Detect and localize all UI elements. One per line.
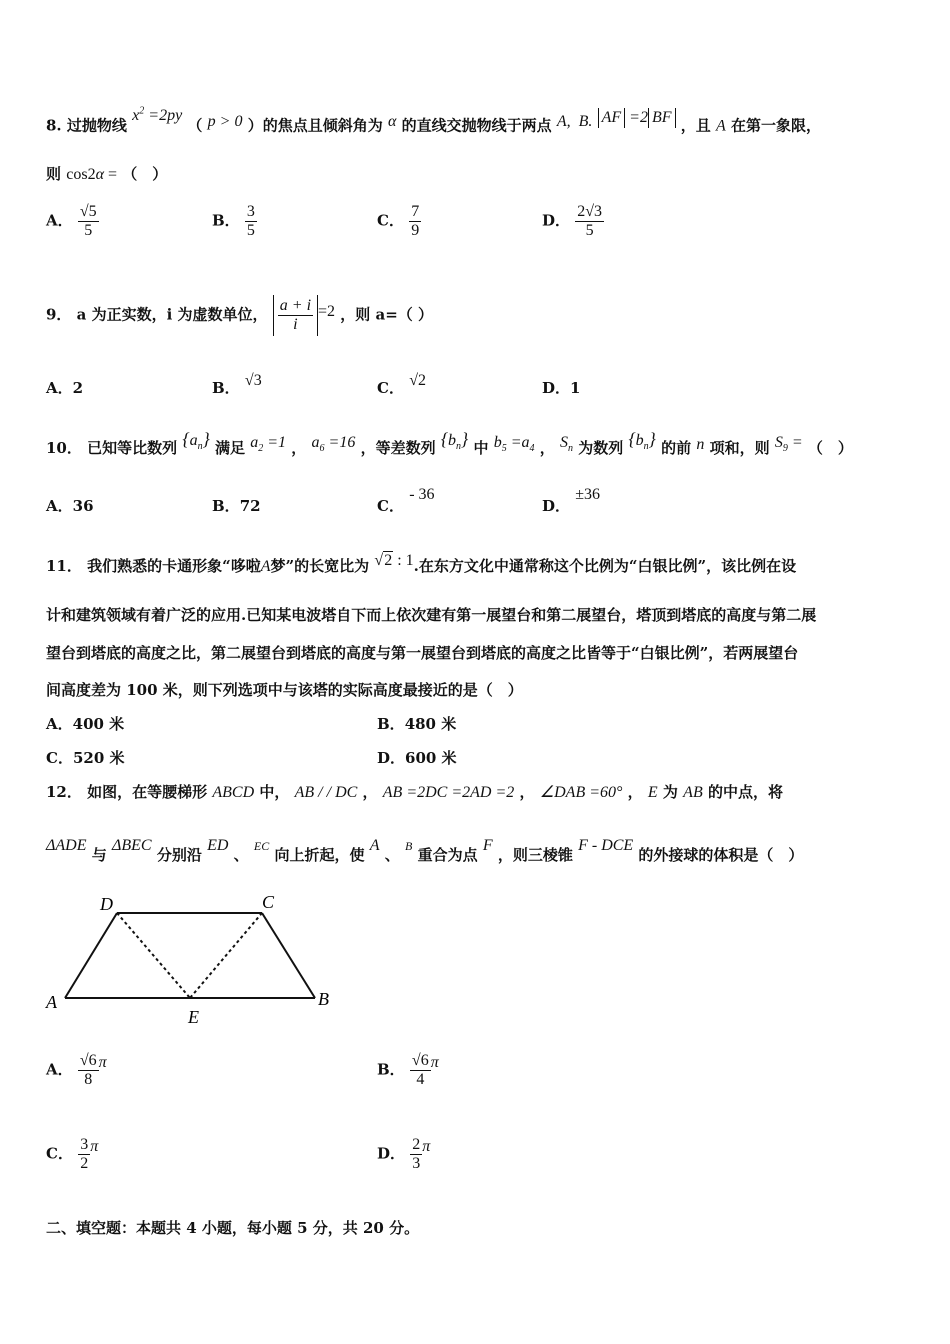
q11-number: 11． xyxy=(46,557,82,575)
q10-option-b[interactable]: B．72 xyxy=(212,497,261,515)
q8-line1: 8. 过抛物线 $x^2 =2py$ （ p > 0 ）的焦点且倾斜角为 α 的直线交抛物线于两点 A, B. AF =2 BF ，且 A 在第一象限， xyxy=(46,106,822,135)
q12-option-c[interactable]: C． $\frac{3}{2}$ π xyxy=(46,1136,99,1172)
q12-line1: 12． 如图，在等腰梯形 ABCD 中， AB / / DC ， AB =2DC =2AD =2 ， ∠DAB =60° ， E 为 AB 的中点，将 xyxy=(46,783,783,801)
label-e: E xyxy=(188,1007,199,1027)
q8-line2: 则 cos2α = （ ） xyxy=(46,165,168,183)
q9-option-b[interactable]: B． √3 xyxy=(212,372,262,397)
q11-line2: 计和建筑领域有着广泛的应用.已知某电波塔自下而上依次建有第一展望台和第二展望台，塔顶到塔底的高度与第二展 xyxy=(46,606,817,624)
label-c: C xyxy=(262,892,275,912)
q9-option-a[interactable]: A．2 xyxy=(46,379,84,397)
q8-af-bf-relation: AF =2 BF xyxy=(598,109,676,126)
q11-line1: 11． 我们熟悉的卡通形象“哆啦A梦”的长宽比为 √2 : 1.在东方文化中通常称这个比例为“白银比例”，该比例在设 xyxy=(46,552,797,575)
q11-option-b[interactable]: B．480 米 xyxy=(377,715,457,733)
q9-abs-expression: $\frac{a + i}{i}$ xyxy=(273,295,318,336)
label-a: A xyxy=(46,992,57,1012)
label-d: D xyxy=(100,894,113,914)
q11-option-c[interactable]: C．520 米 xyxy=(46,749,125,767)
q11-option-d[interactable]: D．600 米 xyxy=(377,749,457,767)
label-b: B xyxy=(318,989,329,1009)
q12-line2: ΔADE 与 ΔBEC 分别沿 ED 、 $^{EC}$ 向上折起，使 A 、 $^B$ 重合为点 F ，则三棱锥 F - DCE 的外接球的体积是（ ） xyxy=(46,837,804,864)
q11-line3: 望台到塔底的高度之比，第二展望台到塔底的高度与第一展望台到塔底的高度之比皆等于“白银比例”，若两展望台 xyxy=(46,644,799,662)
q11-option-a[interactable]: A．400 米 xyxy=(46,715,125,733)
q8-parabola-formula: $x^2 =2py$ xyxy=(132,106,183,125)
q10-number: 10． xyxy=(46,439,82,457)
q9-line1: 9． a 为正实数，i 为虚数单位， $\frac{a + i}{i}$ =2 ，则 a=（ ） xyxy=(46,295,433,336)
q10-option-d[interactable]: D． ±36 xyxy=(542,486,601,515)
q12-number: 12． xyxy=(46,783,82,801)
q10-line1: 10． 已知等比数列 $\{a_n\}$ 满足 $a_2 =1$ ， $a_6 =16$ ，等差数列 $\{b_n\}$ 中 $b_5 =a_4$ ， $S_n$ 为数列 $\{b_n\}$ 的前 n 项和，则 $S_9$ = （ ） xyxy=(46,429,853,457)
q10-option-a[interactable]: A．36 xyxy=(46,497,94,515)
q11-line4: 间高度差为 100 米，则下列选项中与该塔的实际高度最接近的是（ ） xyxy=(46,681,523,699)
q8-number: 8. xyxy=(46,116,62,135)
q9-option-c[interactable]: C． √2 xyxy=(377,372,426,397)
q10-option-c[interactable]: C． - 36 xyxy=(377,486,435,515)
q9-number: 9． xyxy=(46,305,72,324)
q8-option-b[interactable]: B． $\frac{3}{5}$ xyxy=(212,203,255,239)
q8-option-d[interactable]: D． $\frac{2√3}{5}$ xyxy=(542,203,603,239)
q8-option-c[interactable]: C． $\frac{7}{9}$ xyxy=(377,203,420,239)
segment-de-dashed xyxy=(117,913,190,998)
q12-option-d[interactable]: D． $\frac{2}{3}$ π xyxy=(377,1136,431,1172)
q12-option-a[interactable]: A． $\frac{√6}{8}$ π xyxy=(46,1052,107,1088)
q12-option-b[interactable]: B． $\frac{√6}{4}$ π xyxy=(377,1052,439,1088)
segment-ad xyxy=(65,913,117,998)
section-2-heading: 二、填空题：本题共 4 小题，每小题 5 分，共 20 分。 xyxy=(46,1219,420,1237)
q9-option-d[interactable]: D．1 xyxy=(542,379,581,397)
segment-ce-dashed xyxy=(190,913,262,998)
segment-bc xyxy=(262,913,315,998)
q8-option-a[interactable]: A． $\frac{√5}{5}$ xyxy=(46,203,97,239)
trapezoid-figure xyxy=(40,888,350,1028)
